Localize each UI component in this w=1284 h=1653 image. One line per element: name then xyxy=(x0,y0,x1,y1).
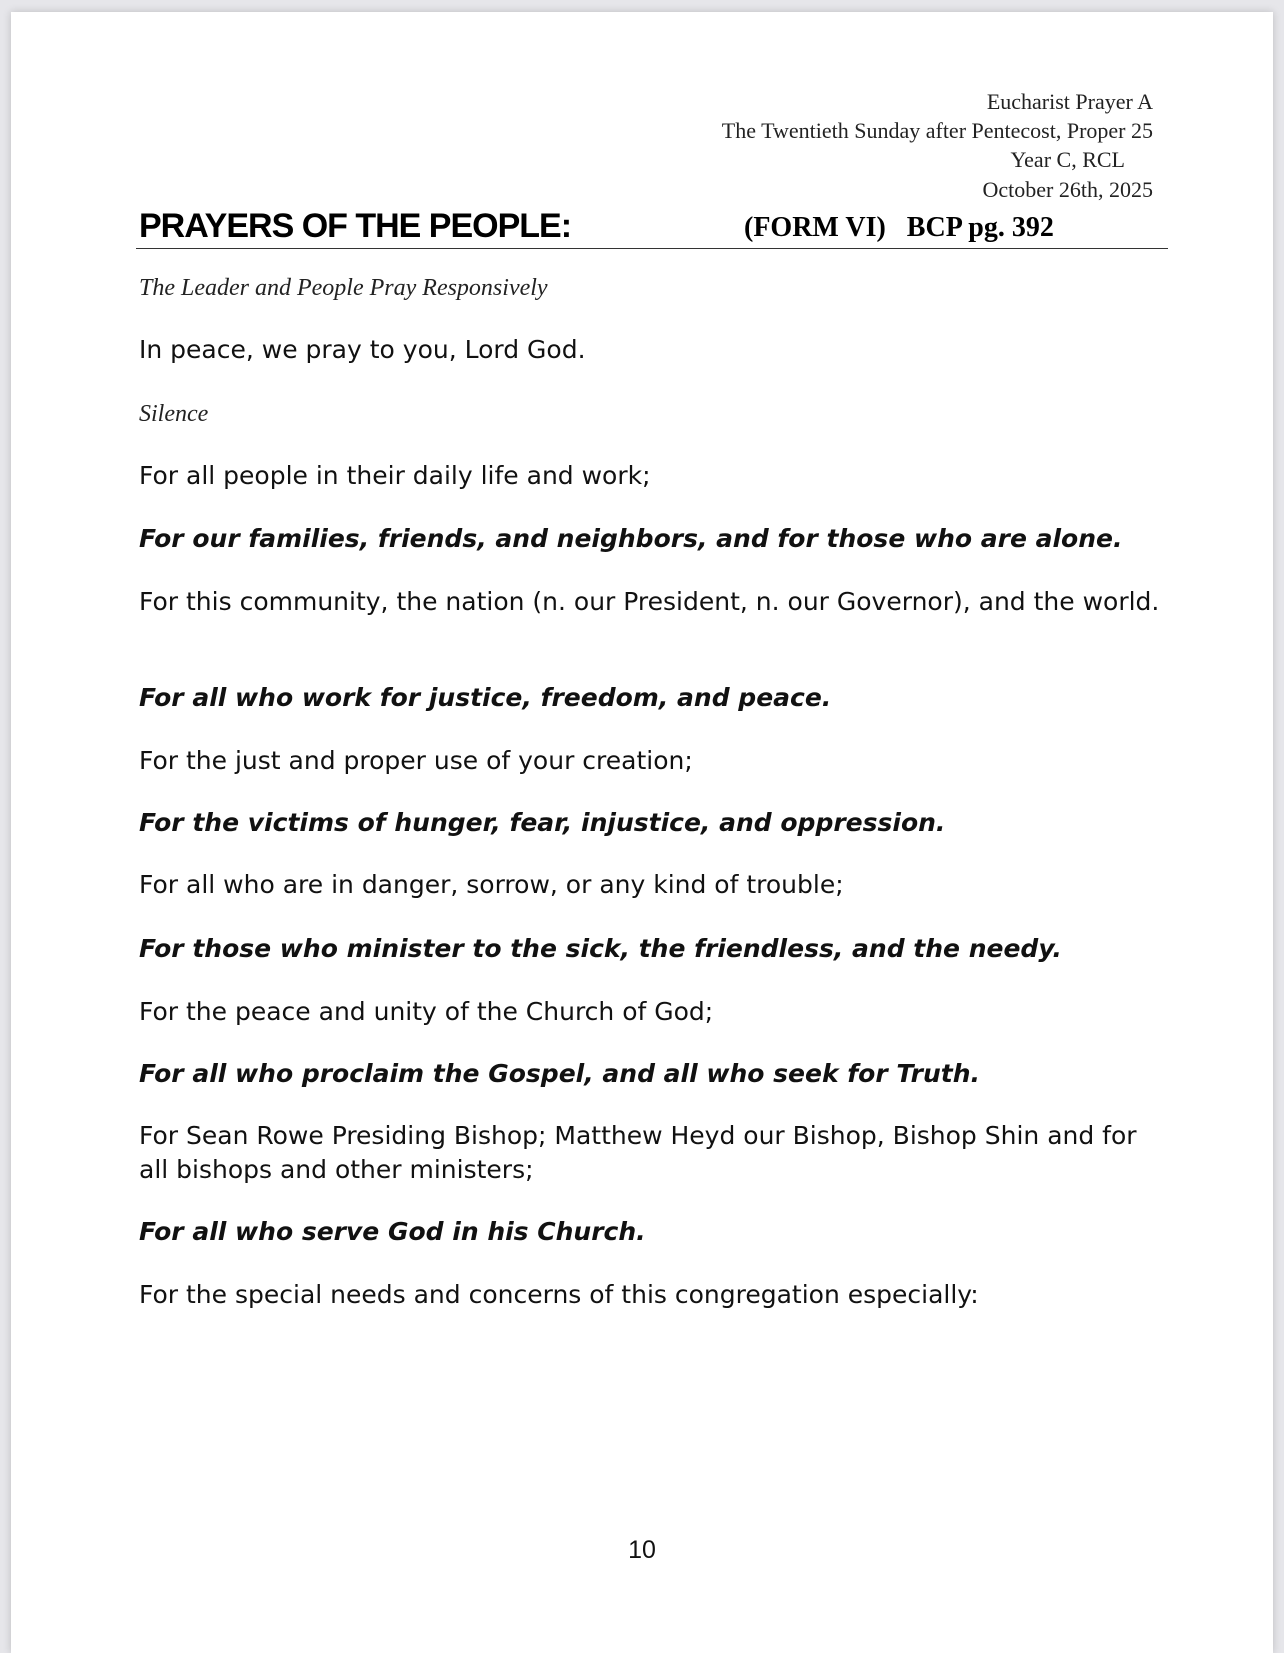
rubric-silence: Silence xyxy=(139,401,209,427)
response-line: For those who minister to the sick, the friendless, and the needy. xyxy=(139,934,1062,963)
header-year: Year C, RCL xyxy=(1010,147,1125,172)
header-sunday: The Twentieth Sunday after Pentecost, Proper 25 xyxy=(721,118,1153,143)
prayer-line: For the special needs and concerns of this congregation especially: xyxy=(139,1280,979,1309)
document-page xyxy=(11,12,1273,1653)
response-line: For the victims of hunger, fear, injustice, and oppression. xyxy=(139,808,946,837)
header-date: October 26th, 2025 xyxy=(982,177,1153,202)
title-rule xyxy=(136,248,1168,249)
rubric: The Leader and People Pray Responsively xyxy=(139,275,548,301)
prayer-line: In peace, we pray to you, Lord God. xyxy=(139,335,586,364)
response-line: For all who serve God in his Church. xyxy=(139,1217,646,1246)
prayer-line: For this community, the nation (n. our President, n. our Governor), and the world. xyxy=(139,587,1160,616)
response-line: For our families, friends, and neighbors, and for those who are alone. xyxy=(139,524,1123,553)
prayer-line: For the just and proper use of your creation; xyxy=(139,746,693,775)
prayer-line: For Sean Rowe Presiding Bishop; Matthew Heyd our Bishop, Bishop Shin and for all bishops and other ministers; xyxy=(139,1121,1137,1184)
response-line: For all who proclaim the Gospel, and all who seek for Truth. xyxy=(139,1059,981,1088)
prayer-line: For all who are in danger, sorrow, or any kind of trouble; xyxy=(139,870,844,899)
prayer-line: For the peace and unity of the Church of God; xyxy=(139,997,714,1026)
page-number: 10 xyxy=(628,1536,656,1564)
section-title: PRAYERS OF THE PEOPLE: xyxy=(139,207,572,245)
header-service: Eucharist Prayer A xyxy=(986,89,1153,114)
prayer-line: For all people in their daily life and work; xyxy=(139,461,651,490)
form-reference: (FORM VI) BCP pg. 392 xyxy=(744,212,1054,243)
response-line: For all who work for justice, freedom, and peace. xyxy=(139,683,832,712)
